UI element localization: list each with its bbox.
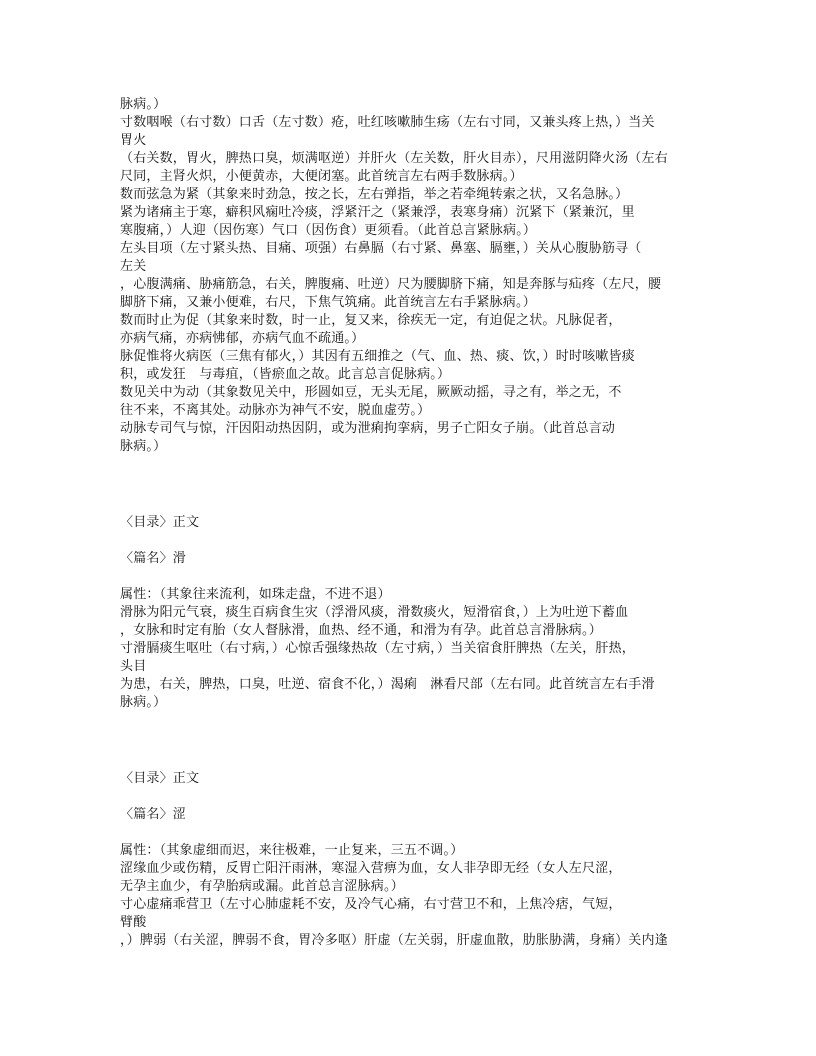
text-line: 数见关中为动（其象数见关中，形圆如豆，无头无尾，厥厥动摇，寻之有，举之无，不 [120, 385, 622, 400]
text-line: 寸数咽喉（右寸数）口舌（左寸数）疮，吐红咳嗽肺生疡（左右寸同，又兼头疼上热，）当关 [120, 115, 655, 130]
text-line: 往不来，不离其处。动脉亦为神气不安，脱血虚劳。） [120, 403, 431, 418]
text-line: 胃火 [120, 133, 147, 148]
text-line: 动脉专司气与惊，汗因阳动热因阴，或为泄痢拘挛病，男子亡阳女子崩。（此首总言动 [120, 421, 616, 436]
text-line: 属性：（其象虚细而迟，来往极难，一止复来，三五不调。） [120, 843, 464, 858]
text-line: 〈篇名〉涩 [120, 807, 187, 822]
text-line: 紧为诸痛主于寒，癖积风痫吐冷痰，浮紧汗之（紧兼浮，表寒身痛）沉紧下（紧兼沉，里 [120, 205, 635, 220]
text-line: 脉病。） [120, 695, 167, 710]
text-line: 寸心虚痛乖营卫（左寸心肺虚耗不安，及冷气心痛，右寸营卫不和，上焦冷痞，气短， [120, 897, 622, 912]
text-line: 左头目项（左寸紧头热、目痛、项强）右鼻膈（右寸紧、鼻塞、膈壅，）关从心腹胁筋寻（ [120, 241, 642, 256]
text-line: 寸滑膈痰生呕吐（右寸病，）心惊舌强缘热故（左寸病，）当关宿食肝脾热（左关，肝热， [120, 641, 636, 656]
text-line: 无孕主血少，有孕胎病或漏。此首总言涩脉病。） [120, 879, 404, 894]
text-line: ，女脉和时定有胎（女人督脉滑，血热、经不通，和滑为有孕。此首总言滑脉病。） [120, 623, 602, 638]
text-line: ，心腹满痛、胁痛筋急，右关，脾腹痛、吐逆）尺为腰脚脐下痛，知是奔豚与疝疼（左尺，腰 [120, 277, 662, 292]
text-line: 〈目录〉正文 [120, 515, 200, 530]
text-line: 臂酸 [120, 915, 147, 930]
text-line: 滑脉为阳元气衰，痰生百病食生灾（浮滑风痰，滑数痰火，短滑宿食，）上为吐逆下蓄血 [120, 605, 629, 620]
text-line: 脉病。） [120, 97, 167, 112]
text-line: 寒腹痛，）人迎（因伤寒）气口（因伤食）更须看。（此首总言紧脉病。） [120, 223, 537, 238]
text-line: 涩缘血少或伤精，反胃亡阳汗雨淋，寒湿入营痹为血，女人非孕即无经（女人左尺涩， [120, 861, 622, 876]
text-line: ，）脾弱（右关涩，脾弱不食，胃冷多呕）肝虚（左关弱，肝虚血散，肋胀胁满，身痛）关内逢 [120, 933, 668, 948]
text-line: 积，或发狂 与毒疽，（皆瘀血之故。此言总言促脉病。） [120, 367, 451, 382]
text-line: 属性：（其象往来流利，如珠走盘，不进不退） [120, 587, 391, 602]
text-line: 〈篇名〉滑 [120, 551, 187, 566]
text-line: （右关数，胃火，脾热口臭，烦满呕逆）并肝火（左关数，肝火目赤），尺用滋阴降火汤（左右 [120, 151, 668, 166]
text-line: 脉促惟将火病医（三焦有郁火，）其因有五细推之（气、血、热、痰、饮，）时时咳嗽皆痰 [120, 349, 636, 364]
text-line: 〈目录〉正文 [120, 771, 200, 786]
text-line: 数而弦急为紧（其象来时劲急，按之长，左右弹指，举之若牵绳转索之状，又名急脉。） [120, 187, 629, 202]
text-line: 脉病。） [120, 439, 167, 454]
text-line: 左关 [120, 259, 147, 274]
text-line: 尺同，主肾火炽，小便黄赤，大便闭塞。此首统言左右两手数脉病。） [120, 169, 523, 184]
text-line: 数而时止为促（其象来时数，时一止，复又来，徐疾无一定，有迫促之状。凡脉促者， [120, 313, 622, 328]
text-line: 头目 [120, 659, 147, 674]
text-line: 脚脐下痛，又兼小便难，右尺，下焦气筑痛。此首统言左右手紧脉病。） [120, 295, 536, 310]
text-line: 为患，右关，脾热，口臭，吐逆、宿食不化，）渴痢 淋看尺部（左右同。此首统言左右手滑 [120, 677, 655, 692]
text-line: 亦病气痛，亦病怫郁，亦病气血不疏通。） [120, 331, 365, 346]
